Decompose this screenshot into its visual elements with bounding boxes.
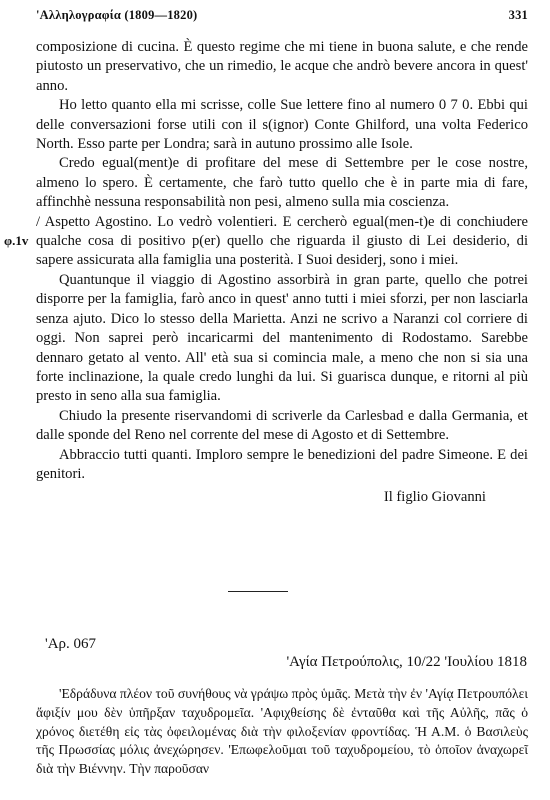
paragraph: Abbraccio tutti quanti. Imploro sempre le benedizioni del padre Simeone. E dei genitori. — [36, 446, 528, 482]
paragraph: Credo egual(ment)e di profitare del mese di Settembre per le cose nostre, almeno lo spero. È certamente, che farò tutto quello che è in parte mia di fare, affinchhè nessuna responsabilità non pesi, almeno sulla mia coscienza. — [36, 155, 528, 211]
greek-letter-body — [36, 685, 528, 779]
running-header-title: 'Αλληλογραφία (1809—1820) — [36, 8, 198, 22]
paragraph: composizione di cucina. È questo regime che mi tiene in buona salute, e che rende piutosto un preservativo, che un rimedio, le acque che andrò bevere ancora in quest' anno. — [36, 39, 528, 94]
paragraph: Quantunque il viaggio di Agostino assorbirà in gran parte, quello che potrei disporre per la famiglia, farò anco in quest' anno tutti i miei sforzi, per non lasciarla senza ajuto. Dico lo stesso della Marietta. Anzi ne scrivo a Naranzi col corriere di oggi. Non saprei però incaricarmi del mantenimento di Rodostamo. Sarebbe dennaro getato al vento. All' età sua si comincia male, a meno che non si sia una forte inclinazione, la quale credo lunghi da lui. Si guarisca dunque, e ritorni al più presto in seno alla sua famiglia. — [36, 271, 528, 405]
folio-margin-note: φ.1v — [4, 233, 29, 248]
letter-place-date: 'Αγία Πετρούπολις, 10/22 'Ιουλίου 1818 — [286, 654, 527, 670]
paragraph: Chiudo la presente riservandomi di scriverle da Carlesbad e dalla Germania, et dalle sponde del Reno nel corrente del mese di Agosto et di Settembre. — [36, 407, 528, 444]
letter-body — [36, 38, 528, 508]
paragraph: / Aspetto Agostino. Lo vedrò volentieri. E cercherò egual(men-t)e di conchiudere qualche cosa di positivo p(er) quello che riguarda il giusto di Lei desiderio, di sapere assicurata alla famiglia una posterità. I Suoi desiderj, sono i miei. — [36, 213, 528, 269]
signature: Il figlio Giovanni — [383, 489, 486, 506]
section-divider — [228, 591, 288, 592]
paragraph: Ho letto quanto ella mi scrisse, colle Sue lettere fino al numero 0 7 0. Ebbi qui delle conversazioni forse utili con il s(ignor) Conte Ghilford, una volta Federico North. Esso parte per Londra; sarà in autuno prossimo alle Isole. — [36, 97, 528, 153]
paragraph: 'Εδράδυνα πλέον τοῦ συνήθους νὰ γράψω πρὸς ὑμᾶς. Μετὰ τὴν ἐν 'Αγίᾳ Πετρουπόλει ἄφιξίν μου δὲν ὑπῆρξαν ταχυδρομεῖα. 'Αφιχθείσης δὲ ἐνταῦθα καὶ τῆς Αὐλῆς, πᾶς ὁ χρόνος διετέθη εἰς τὰς ὀφειλομένας διὰ τὴν φιλοξενίαν φροντίδας. Ἡ Α.Μ. ὁ Βασιλεὺς τῆς Πρωσσίας μόλις ἀνεχώρησεν. 'Επωφελοῦμαι τοῦ ταχυδρομείου, τὸ ὁποῖον ἀναχωρεῖ διὰ τὴν Βιέννην. Τὴν παροῦσαν — [36, 686, 528, 777]
letter-number: 'Αρ. 067 — [45, 636, 97, 652]
page-number: 331 — [508, 8, 528, 22]
